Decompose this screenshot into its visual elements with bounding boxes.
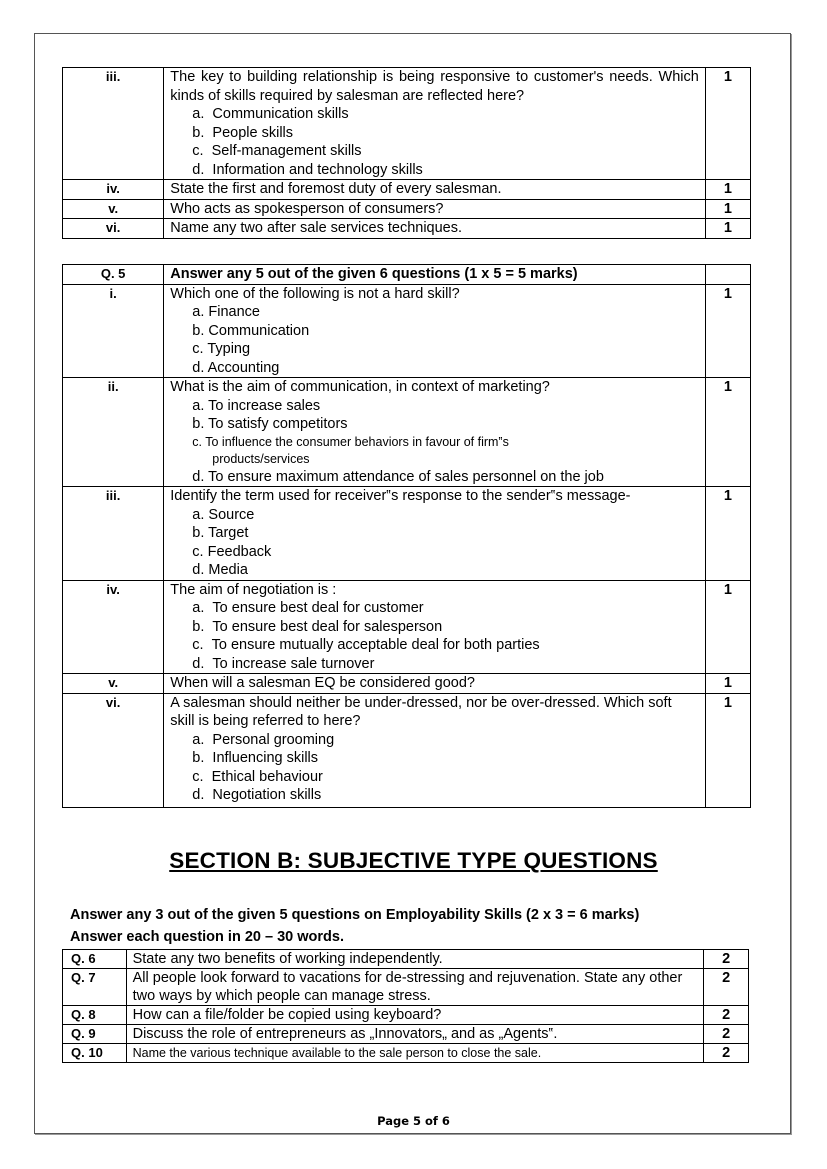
option: a. Finance <box>192 304 260 320</box>
question-number: iii. <box>63 487 164 581</box>
question-text: How can a file/folder be copied using keyboard? <box>126 1006 704 1025</box>
question-text: Who acts as spokesperson of consumers? <box>164 199 706 219</box>
option: d. Information and technology skills <box>192 161 423 178</box>
options-list <box>170 303 699 377</box>
option: d. Media <box>192 562 248 578</box>
questions-table-part1 <box>62 67 751 239</box>
table-row <box>63 693 751 807</box>
option: d. To increase sale turnover <box>192 655 375 672</box>
option: a. To increase sales <box>192 397 321 414</box>
question-number: Q. 8 <box>63 1006 127 1025</box>
question-text: State any two benefits of working independently. <box>126 950 704 969</box>
table-row <box>63 284 751 378</box>
options-list <box>170 599 699 673</box>
marks: 1 <box>705 219 750 239</box>
questions-table-q5 <box>62 264 751 808</box>
question-text: The key to building relationship is being responsive to customer's needs. Which kinds of skills required by salesman are reflected here? <box>170 69 699 104</box>
question-text: Discuss the role of entrepreneurs as „Innovators„ and as „Agents‟. <box>126 1025 704 1044</box>
marks: 2 <box>704 1044 749 1063</box>
page-number: Page 5 of 6 <box>377 1114 450 1128</box>
marks: 1 <box>705 68 750 180</box>
question-text: Name the various technique available to the sale person to close the sale. <box>126 1044 704 1063</box>
marks: 1 <box>705 378 750 487</box>
question-text: All people look forward to vacations for de-stressing and rejuvenation. State any other two ways by which people can manage stress. <box>126 969 704 1006</box>
question-number: vi. <box>63 219 164 239</box>
table-row <box>63 199 751 219</box>
option: c. Ethical behaviour <box>192 768 323 785</box>
marks: 1 <box>705 180 750 200</box>
question-number: Q. 5 <box>63 265 164 285</box>
option: b. To satisfy competitors <box>192 416 348 432</box>
marks: 1 <box>705 693 750 807</box>
option: b. Communication <box>192 322 310 339</box>
option: d. Negotiation skills <box>192 787 322 803</box>
table-row <box>63 487 751 581</box>
marks: 1 <box>705 674 750 694</box>
subjective-questions-table <box>62 949 749 1063</box>
options-list <box>170 397 699 487</box>
option: c. To ensure mutually acceptable deal for both parties <box>192 637 540 653</box>
option: b. People skills <box>192 124 294 141</box>
question-number: Q. 9 <box>63 1025 127 1044</box>
question-text: Which one of the following is not a hard skill? <box>170 285 460 302</box>
option: d. To ensure maximum attendance of sales personnel on the job <box>192 468 604 485</box>
marks: 1 <box>705 487 750 581</box>
question-text: The aim of negotiation is : <box>170 581 337 598</box>
marks: 1 <box>705 580 750 674</box>
section-title: SECTION B: SUBJECTIVE TYPE QUESTIONS <box>169 848 658 873</box>
table-row <box>63 219 751 239</box>
question-text: State the first and foremost duty of every salesman. <box>164 180 706 200</box>
section-instruction: Answer any 3 out of the given 5 questions on Employability Skills (2 x 3 = 6 marks) <box>70 907 640 923</box>
marks: 1 <box>705 199 750 219</box>
options-list <box>170 506 699 580</box>
table-row <box>63 1044 749 1063</box>
table-row <box>63 674 751 694</box>
option: c. Feedback <box>192 543 272 560</box>
question-text: Identify the term used for receiver‟s response to the sender‟s message- <box>170 488 631 504</box>
question-number: Q. 7 <box>63 969 127 1006</box>
question-header: Answer any 5 out of the given 6 questions (1 x 5 = 5 marks) <box>164 265 706 285</box>
question-number: Q. 6 <box>63 950 127 969</box>
table-row <box>63 68 751 180</box>
table-row <box>63 180 751 200</box>
table-header-row <box>63 265 751 285</box>
marks: 1 <box>705 284 750 378</box>
options-list <box>170 105 699 179</box>
question-number: iv. <box>63 180 164 200</box>
question-number: vi. <box>63 693 164 807</box>
question-text: A salesman should neither be under-dressed, nor be over-dressed. Which soft skill is being referred to here? <box>170 694 672 729</box>
table-row <box>63 1006 749 1025</box>
option: c. To influence the consumer behaviors in favour of firm‟s products/services <box>192 434 509 466</box>
question-text: What is the aim of communication, in context of marketing? <box>170 379 550 395</box>
question-number: v. <box>63 199 164 219</box>
option: d. Accounting <box>192 359 280 376</box>
table-row <box>63 378 751 487</box>
option: a. To ensure best deal for customer <box>192 600 424 616</box>
question-text: When will a salesman EQ be considered good? <box>164 674 706 694</box>
option: a. Personal grooming <box>192 731 335 748</box>
question-number: ii. <box>63 378 164 487</box>
option: b. Influencing skills <box>192 750 319 766</box>
option: a. Source <box>192 506 255 523</box>
question-number: v. <box>63 674 164 694</box>
marks: 2 <box>704 950 749 969</box>
option: c. Self-management skills <box>192 143 362 159</box>
table-row <box>63 580 751 674</box>
option: b. To ensure best deal for salesperson <box>192 618 443 635</box>
question-number: iv. <box>63 580 164 674</box>
option: a. Communication skills <box>192 106 349 122</box>
question-number: Q. 10 <box>63 1044 127 1063</box>
option: b. Target <box>192 525 249 541</box>
question-number: i. <box>63 284 164 378</box>
table-row <box>63 950 749 969</box>
table-row <box>63 969 749 1006</box>
marks: 2 <box>704 1025 749 1044</box>
marks: 2 <box>704 1006 749 1025</box>
question-text: Name any two after sale services techniques. <box>164 219 706 239</box>
option: c. Typing <box>192 341 251 357</box>
options-list <box>170 731 699 805</box>
marks: 2 <box>704 969 749 1006</box>
section-instruction: Answer each question in 20 – 30 words. <box>70 929 344 945</box>
question-number: iii. <box>63 68 164 180</box>
table-row <box>63 1025 749 1044</box>
